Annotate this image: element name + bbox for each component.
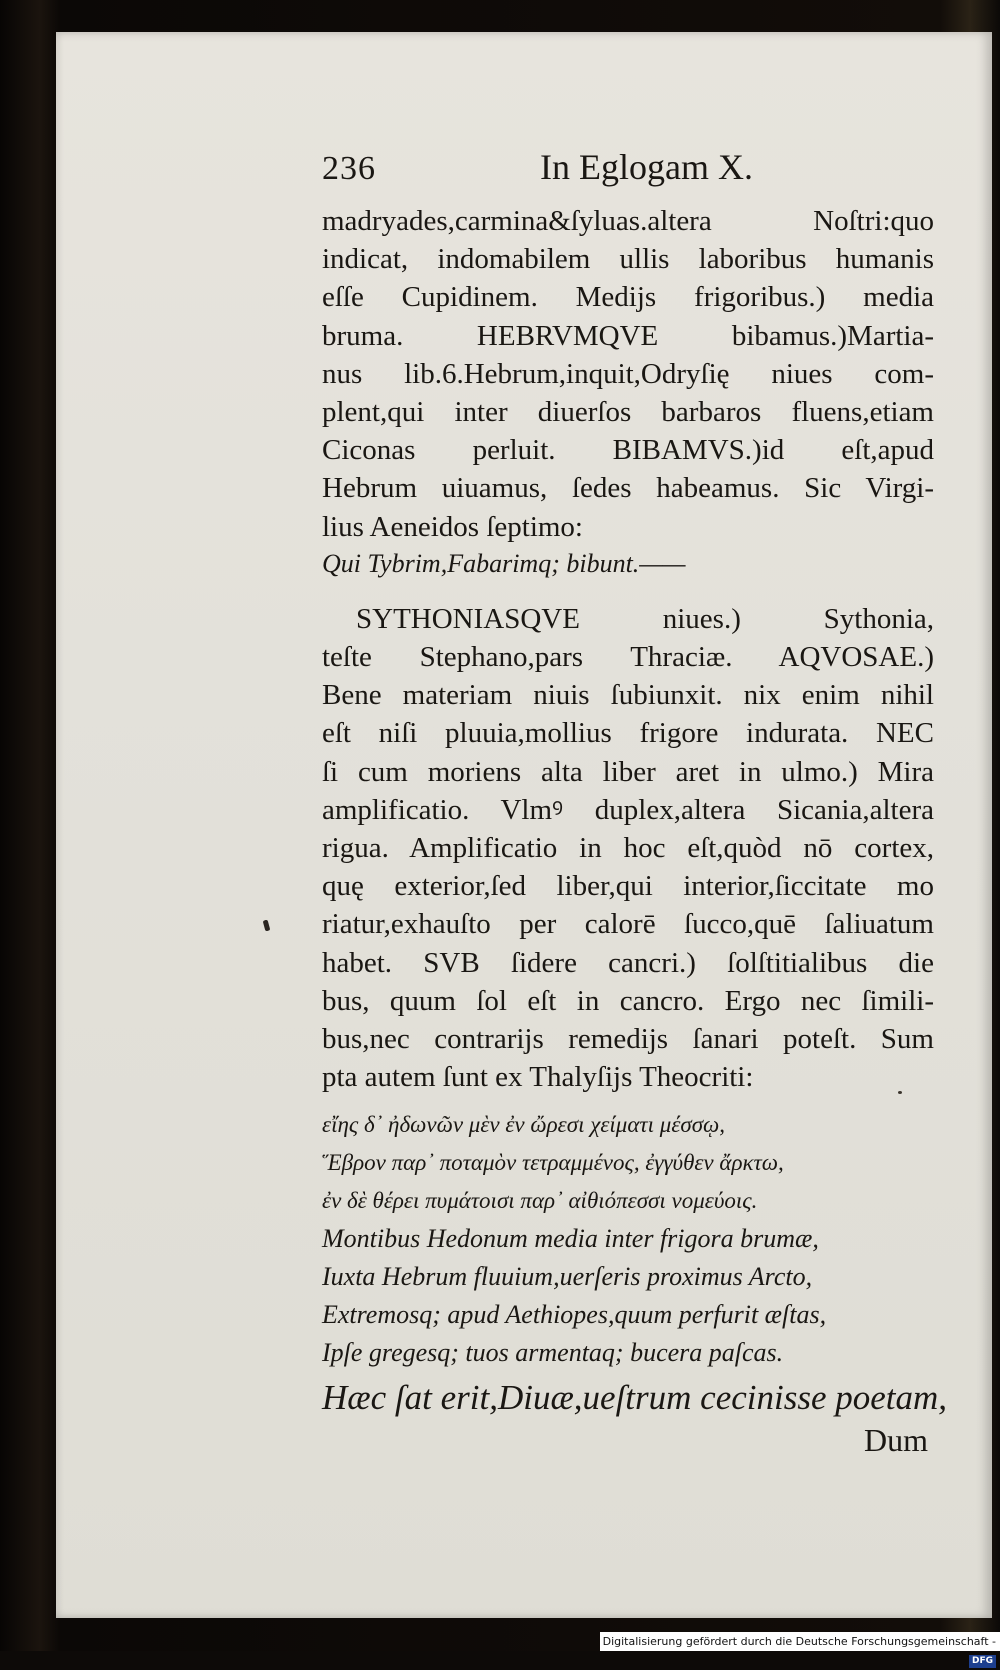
text-line: riatur,exhauſto per calorē ſucco,quē ſaliuatum (322, 908, 934, 941)
greek-verse (322, 1106, 934, 1220)
latin-translation-verse (322, 1220, 934, 1372)
text-line: bus,nec contrarijs remedijs ſanari poteſt. Sum (322, 1023, 934, 1056)
latin-verse-line: Iuxta Hebrum fluuium,uerſeris proximus Arcto, (322, 1262, 813, 1292)
dfg-logo: DFG (969, 1655, 996, 1668)
page-header (322, 146, 934, 202)
text-line: rigua. Amplificatio in hoc eſt,quòd nō cortex, (322, 832, 934, 865)
latin-verse-line: Extremosq; apud Aethiopes,quum perfurit æſtas, (322, 1300, 827, 1330)
eclogue-verse-line: Hæc ſat erit,Diuæ,ueſtrum cecinisse poetam, (322, 1378, 948, 1418)
text-line: indicat, indomabilem ullis laboribus humanis (322, 243, 934, 276)
text-line: teſte Stephano,pars Thraciæ. AQVOSAE.) (322, 641, 934, 674)
text-line: habet. SVB ſidere cancri.) ſolſtitialibus die (322, 946, 934, 979)
text-line: plent,qui inter diuerſos barbaros fluens,etiam (322, 396, 934, 429)
greek-line: Ἕβρον παρ᾽ ποταμὸν τετραμμένος, ἐγγύθεν ἄρκτω, (322, 1150, 784, 1176)
text-line: eſt niſi pluuia,mollius frigore indurata. NEC (322, 717, 934, 750)
page-number: 236 (322, 150, 376, 187)
body-paragraph-2 (322, 600, 934, 1097)
digitization-footer (600, 1632, 1000, 1666)
text-line: madryades,carmina&ſyluas.altera Noſtri:quo (322, 205, 934, 237)
text-line: lius Aeneidos ſeptimo: (322, 510, 583, 543)
text-line: bus, quum ſol eſt in cancro. Ergo nec ſimili- (322, 984, 934, 1017)
text-line: Ciconas perluit. BIBAMVS.)id eſt,apud (322, 434, 934, 467)
text-line: SYTHONIASQVE niues.) Sythonia, (356, 602, 934, 635)
ink-mark (898, 1091, 902, 1094)
text-line: pta autem ſunt ex Thalyſijs Theocriti: (322, 1061, 754, 1094)
body-paragraph-1 (322, 202, 934, 546)
text-line: Hebrum uiuamus, ſedes habeamus. Sic Virgi- (322, 472, 934, 505)
greek-line: εἴης δ᾽ ἠδωνῶν μὲν ἐν ὤρεσι χείματι μέσσῳ, (322, 1112, 726, 1138)
running-head: In Eglogam X. (540, 147, 753, 187)
text-line: bruma. HEBRVMQVE bibamus.)Martia- (322, 319, 934, 352)
greek-line: ἐν δὲ θέρει πυμάτοισι παρ᾽ αἰθιόπεσσι νομεύοις. (322, 1188, 758, 1214)
footer-text: Digitalisierung gefördert durch die Deutsche Forschungsgemeinschaft - (602, 1635, 996, 1648)
text-line: Bene materiam niuis ſubiunxit. nix enim nihil (322, 679, 934, 712)
catchword: Dum (864, 1422, 928, 1459)
text-line: nus lib.6.Hebrum,inquit,Odryſię niues com- (322, 357, 934, 390)
text-line: quę exterior,ſed liber,qui interior,ſiccitate mo (322, 870, 934, 903)
text-line: ſi cum moriens alta liber aret in ulmo.) Mira (322, 755, 934, 788)
latin-verse-line: Ipſe gregesq; tuos armentaq; bucera paſcas. (322, 1338, 784, 1368)
text-line: amplificatio. Vlmꝰ duplex,altera Sicania,altera (322, 793, 934, 826)
text-line: eſſe Cupidinem. Medijs frigoribus.) media (322, 281, 934, 314)
page-text-block (322, 146, 948, 1460)
virgil-quote: Qui Tybrim,Fabarimq; bibunt.—— (322, 548, 686, 578)
latin-verse-line: Montibus Hedonum media inter frigora brumæ, (322, 1224, 819, 1254)
